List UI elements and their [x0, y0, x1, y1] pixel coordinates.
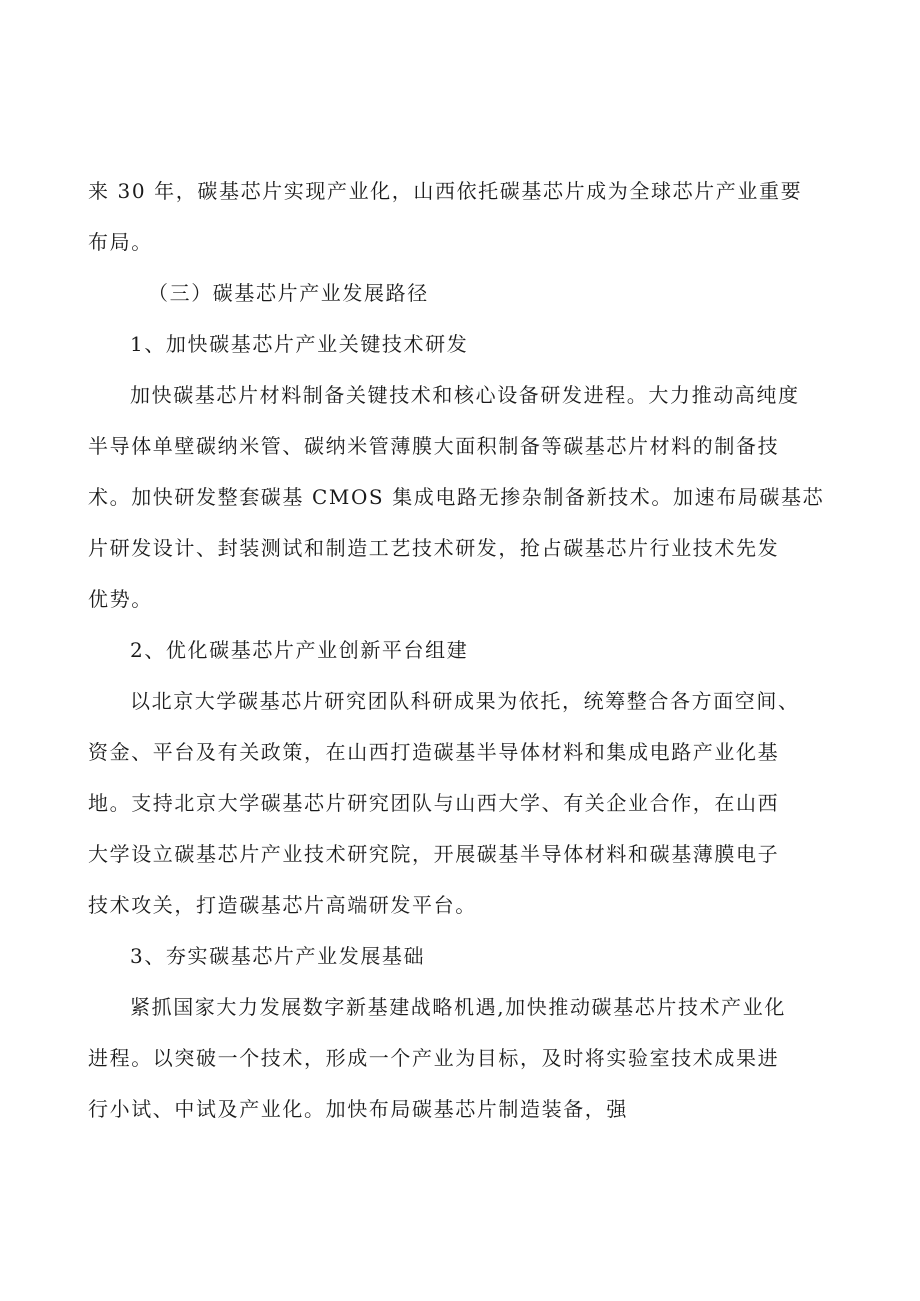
paragraph-line: 术。加快研发整套碳基 CMOS 集成电路无掺杂制备新技术。加速布局碳基芯 — [88, 485, 825, 509]
paragraph-line: 来 30 年，碳基芯片实现产业化，山西依托碳基芯片成为全球芯片产业重要 — [88, 179, 803, 203]
paragraph-line: 行小试、中试及产业化。加快布局碳基芯片制造装备，强 — [88, 1097, 628, 1121]
paragraph-line: 加快碳基芯片材料制备关键技术和核心设备研发进程。大力推动高纯度 — [130, 383, 800, 407]
paragraph-line: 大学设立碳基芯片产业技术研究院，开展碳基半导体材料和碳基薄膜电子 — [88, 842, 780, 866]
paragraph-line: 技术攻关，打造碳基芯片高端研发平台。 — [88, 893, 477, 917]
paragraph-line: 以北京大学碳基芯片研究团队科研成果为依托，统筹整合各方面空间、 — [130, 689, 800, 713]
paragraph-line: 地。支持北京大学碳基芯片研究团队与山西大学、有关企业合作，在山西 — [88, 791, 780, 815]
subsection-heading: 1、加快碳基芯片产业关键技术研发 — [130, 332, 469, 356]
paragraph-line: 紧抓国家大力发展数字新基建战略机遇,加快推动碳基芯片技术产业化 — [130, 995, 786, 1019]
paragraph-line: 资金、平台及有关政策，在山西打造碳基半导体材料和集成电路产业化基 — [88, 740, 780, 764]
section-heading: （三）碳基芯片产业发展路径 — [148, 281, 429, 305]
subsection-heading: 3、夯实碳基芯片产业发展基础 — [130, 944, 426, 968]
paragraph-line: 半导体单壁碳纳米管、碳纳米管薄膜大面积制备等碳基芯片材料的制备技 — [88, 434, 780, 458]
paragraph-line: 进程。以突破一个技术，形成一个产业为目标，及时将实验室技术成果进 — [88, 1046, 780, 1070]
subsection-heading: 2、优化碳基芯片产业创新平台组建 — [130, 638, 469, 662]
paragraph-line: 优势。 — [88, 587, 153, 611]
document-body — [88, 166, 840, 1135]
paragraph-line: 布局。 — [88, 230, 153, 254]
paragraph-line: 片研发设计、封装测试和制造工艺技术研发，抢占碳基芯片行业技术先发 — [88, 536, 780, 560]
